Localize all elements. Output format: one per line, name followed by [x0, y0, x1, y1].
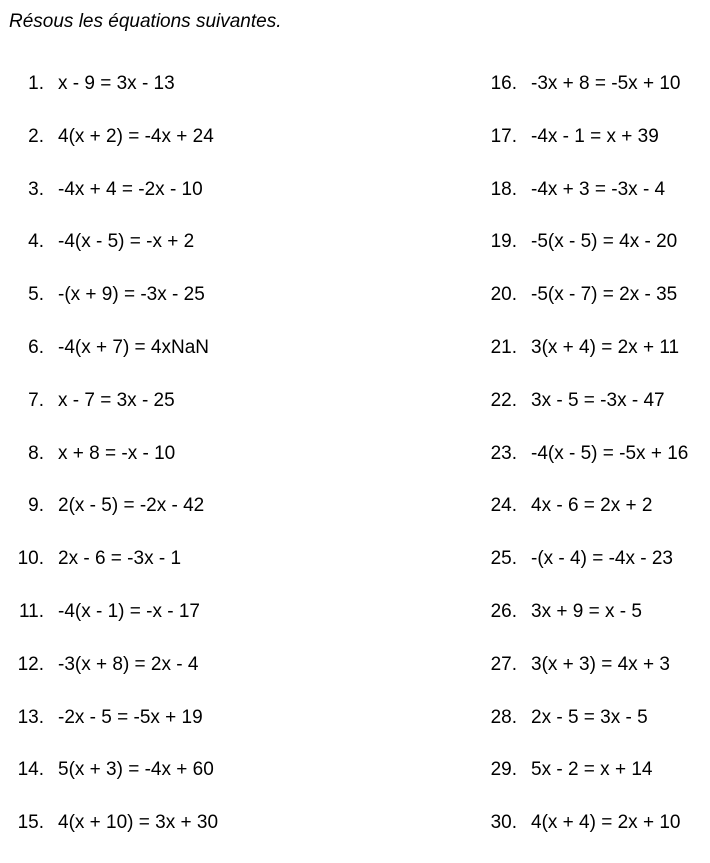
equation-number: 12.	[17, 653, 44, 675]
equation-item	[0, 546, 218, 599]
equation-item	[480, 177, 688, 230]
equation-item	[0, 229, 218, 282]
equation-number: 27.	[490, 653, 517, 675]
equation-number: 5.	[28, 284, 44, 306]
equation-number: 25.	[490, 548, 517, 570]
equation-text: 5(x + 3) = -4x + 60	[58, 759, 214, 781]
equation-item	[0, 335, 218, 388]
equation-item	[480, 810, 688, 863]
equation-text: 2(x - 5) = -2x - 42	[58, 495, 205, 517]
equation-text: -4(x + 7) = 4xNaN	[58, 336, 209, 358]
equation-number: 10.	[17, 548, 44, 570]
equation-item	[0, 705, 218, 758]
equation-text: -(x - 4) = -4x - 23	[531, 548, 673, 570]
equation-number: 14.	[17, 759, 44, 781]
equation-number: 7.	[28, 389, 44, 411]
equation-item	[480, 493, 688, 546]
equation-item	[480, 388, 688, 441]
equation-item	[480, 335, 688, 388]
equation-item	[480, 441, 688, 494]
instruction-text: Résous les équations suivantes.	[9, 11, 282, 32]
equation-number: 9.	[28, 495, 44, 517]
equation-item	[0, 493, 218, 546]
equation-item	[480, 71, 688, 124]
equation-text: -4(x - 1) = -x - 17	[58, 600, 200, 622]
equation-number: 6.	[28, 336, 44, 358]
equation-text: 2x - 5 = 3x - 5	[531, 706, 648, 728]
equation-item	[480, 229, 688, 282]
equation-text: 3(x + 4) = 2x + 11	[531, 336, 680, 358]
equation-text: 5x - 2 = x + 14	[531, 759, 653, 781]
equation-item	[480, 546, 688, 599]
equation-number: 1.	[28, 73, 44, 94]
equation-number: 30.	[490, 812, 517, 834]
equation-number: 16.	[490, 73, 517, 94]
equation-item	[480, 599, 688, 652]
equation-number: 13.	[17, 706, 44, 728]
equation-text: -4(x - 5) = -x + 2	[58, 231, 195, 253]
equation-text: -4(x - 5) = -5x + 16	[531, 442, 689, 464]
equation-number: 18.	[490, 178, 517, 200]
equation-text: -2x - 5 = -5x + 19	[58, 706, 203, 728]
equation-item	[0, 177, 218, 230]
equation-item	[480, 124, 688, 177]
equation-text: 3x - 5 = -3x - 47	[531, 389, 665, 411]
equation-item	[0, 388, 218, 441]
equation-number: 11.	[18, 600, 44, 622]
equation-number: 29.	[490, 759, 517, 781]
equation-number: 20.	[490, 284, 517, 306]
equation-item	[480, 652, 688, 705]
equation-text: 4(x + 10) = 3x + 30	[58, 812, 219, 834]
equation-item	[0, 71, 218, 124]
equation-number: 24.	[490, 495, 517, 517]
equation-number: 17.	[490, 125, 517, 147]
equation-number: 4.	[28, 231, 44, 253]
equation-item	[0, 441, 218, 494]
equation-item	[0, 599, 218, 652]
equation-item	[480, 757, 688, 810]
equation-item	[0, 757, 218, 810]
equation-text: 4x - 6 = 2x + 2	[531, 495, 653, 517]
equation-item	[0, 810, 218, 863]
equation-item	[480, 282, 688, 335]
equation-text: 3x + 9 = x - 5	[531, 600, 642, 622]
equation-number: 23.	[490, 442, 517, 464]
equation-text: 2x - 6 = -3x - 1	[58, 548, 182, 570]
equation-list-left	[0, 71, 218, 863]
equation-number: 28.	[490, 706, 517, 728]
equation-number: 3.	[28, 178, 44, 200]
equation-list-right	[480, 71, 688, 863]
equation-number: 26.	[490, 600, 517, 622]
equation-text: -4x + 4 = -2x - 10	[58, 178, 203, 200]
equation-number: 8.	[28, 442, 44, 464]
equation-item	[0, 124, 218, 177]
equation-text: -3x + 8 = -5x + 10	[531, 73, 681, 94]
equation-item	[0, 282, 218, 335]
equation-text: 4(x + 2) = -4x + 24	[58, 125, 214, 147]
equation-text: 3(x + 3) = 4x + 3	[531, 653, 670, 675]
equation-item	[480, 705, 688, 758]
equation-text: -4x + 3 = -3x - 4	[531, 178, 666, 200]
equation-text: -3(x + 8) = 2x - 4	[58, 653, 199, 675]
equation-number: 2.	[28, 125, 44, 147]
equation-number: 19.	[490, 231, 517, 253]
equation-text: x - 7 = 3x - 25	[58, 389, 175, 411]
equation-text: -(x + 9) = -3x - 25	[58, 284, 205, 306]
equation-text: -5(x - 7) = 2x - 35	[531, 284, 678, 306]
equation-text: 4(x + 4) = 2x + 10	[531, 812, 681, 834]
equation-number: 15.	[17, 812, 44, 834]
equation-item	[0, 652, 218, 705]
equation-text: x - 9 = 3x - 13	[58, 73, 175, 94]
equation-text: x + 8 = -x - 10	[58, 442, 176, 464]
equation-number: 21.	[490, 336, 517, 358]
equation-number: 22.	[490, 389, 517, 411]
equation-text: -4x - 1 = x + 39	[531, 125, 659, 147]
equation-text: -5(x - 5) = 4x - 20	[531, 231, 678, 253]
